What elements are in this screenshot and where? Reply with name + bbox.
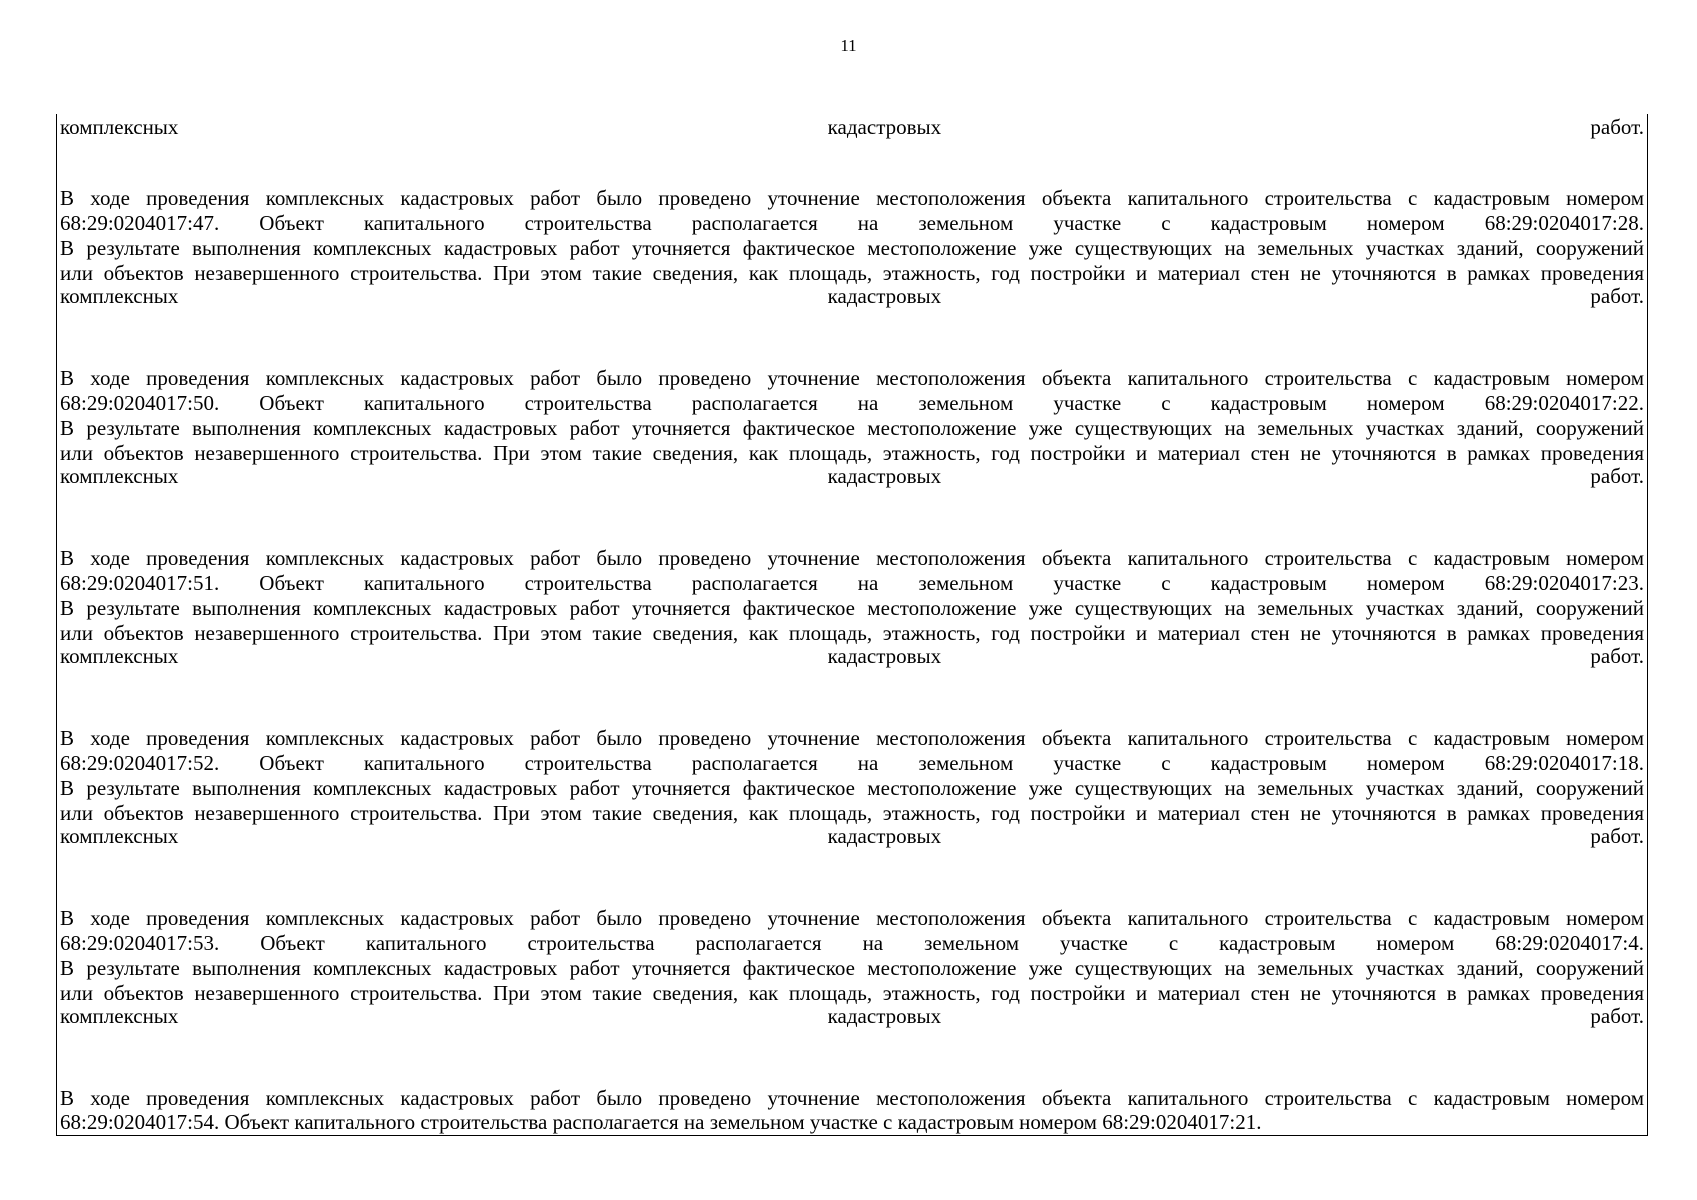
- paragraph-line-numbers: [60, 210, 1644, 236]
- word: земельном: [924, 931, 1020, 955]
- tail-line: [60, 463, 1644, 489]
- word: земельном: [918, 211, 1014, 235]
- paragraph-line-numbers: [60, 930, 1644, 956]
- paragraph-line: или объектов незавершенного строительства. При этом такие сведения, как площадь, этажность, год постройки и материал стен не уточняются в рамках проведения: [60, 621, 1644, 645]
- paragraph-line: В ходе проведения комплексных кадастровых работ было проведено уточнение местоположения объекта капитального строительства с кадастровым номером: [60, 186, 1644, 210]
- word: строительства: [524, 391, 652, 415]
- word: участке: [1059, 931, 1128, 955]
- word: кадастровым: [1210, 391, 1327, 415]
- word: 68:29:0204017:53.: [60, 931, 220, 955]
- paragraph-line: В ходе проведения комплексных кадастровых работ было проведено уточнение местоположения объекта капитального строительства с кадастровым номером: [60, 1086, 1644, 1110]
- word: кадастровым: [1210, 751, 1327, 775]
- paragraph-line: В результате выполнения комплексных кадастровых работ уточняется фактическое местоположение уже существующих на земельных участках зданий, сооружений: [60, 236, 1644, 260]
- word: с: [1161, 391, 1171, 415]
- tail-word: работ.: [1590, 115, 1644, 139]
- word: кадастровым: [1210, 571, 1327, 595]
- paragraph-line: В ходе проведения комплексных кадастровых работ было проведено уточнение местоположения объекта капитального строительства с кадастровым номером: [60, 366, 1644, 390]
- word: капитального: [365, 931, 487, 955]
- word: 68:29:0204017:28.: [1484, 211, 1644, 235]
- page-number: 11: [840, 36, 857, 55]
- tail-line: [60, 823, 1644, 849]
- paragraph-line: В ходе проведения комплексных кадастровых работ было проведено уточнение местоположения объекта капитального строительства с кадастровым номером: [60, 546, 1644, 570]
- word: участке: [1053, 391, 1122, 415]
- word: располагается: [691, 211, 818, 235]
- word: капитального: [363, 751, 485, 775]
- word: участке: [1053, 751, 1122, 775]
- word: 68:29:0204017:52.: [60, 751, 220, 775]
- tail-word: кадастровых: [827, 115, 942, 139]
- tail-word: работ.: [1590, 1004, 1644, 1028]
- tail-word: кадастровых: [827, 824, 942, 848]
- paragraph-line-numbers: [60, 750, 1644, 776]
- tail-word: комплексных: [60, 284, 179, 308]
- word: строительства: [527, 931, 655, 955]
- word: участке: [1053, 211, 1122, 235]
- word: с: [1161, 571, 1171, 595]
- tail-line: [60, 1003, 1644, 1029]
- paragraph-line-numbers: [60, 390, 1644, 416]
- word: на: [857, 211, 879, 235]
- word: 68:29:0204017:4.: [1495, 931, 1644, 955]
- tail-line: [60, 643, 1644, 669]
- word: 68:29:0204017:18.: [1484, 751, 1644, 775]
- word: Объект: [259, 211, 324, 235]
- word: строительства: [524, 571, 652, 595]
- word: капитального: [363, 211, 485, 235]
- word: номером: [1376, 931, 1455, 955]
- word: с: [1161, 751, 1171, 775]
- paragraph-line: В ходе проведения комплексных кадастровых работ было проведено уточнение местоположения объекта капитального строительства с кадастровым номером: [60, 906, 1644, 930]
- word: 68:29:0204017:23.: [1484, 571, 1644, 595]
- paragraph-line: В результате выполнения комплексных кадастровых работ уточняется фактическое местоположение уже существующих на земельных участках зданий, сооружений: [60, 596, 1644, 620]
- word: земельном: [918, 571, 1014, 595]
- tail-word: кадастровых: [827, 644, 942, 668]
- paragraph-line: или объектов незавершенного строительства. При этом такие сведения, как площадь, этажность, год постройки и материал стен не уточняются в рамках проведения: [60, 981, 1644, 1005]
- word: Объект: [259, 391, 324, 415]
- paragraph-line: или объектов незавершенного строительства. При этом такие сведения, как площадь, этажность, год постройки и материал стен не уточняются в рамках проведения: [60, 801, 1644, 825]
- word: 68:29:0204017:50.: [60, 391, 220, 415]
- paragraph-line: В результате выполнения комплексных кадастровых работ уточняется фактическое местоположение уже существующих на земельных участках зданий, сооружений: [60, 956, 1644, 980]
- paragraph-line-numbers: [60, 570, 1644, 596]
- tail-word: работ.: [1590, 824, 1644, 848]
- paragraph-line: В результате выполнения комплексных кадастровых работ уточняется фактическое местоположение уже существующих на земельных участках зданий, сооружений: [60, 776, 1644, 800]
- word: строительства: [524, 211, 652, 235]
- word: кадастровым: [1219, 931, 1336, 955]
- word: кадастровым: [1210, 211, 1327, 235]
- paragraph-line: или объектов незавершенного строительства. При этом такие сведения, как площадь, этажность, год постройки и материал стен не уточняются в рамках проведения: [60, 261, 1644, 285]
- word: строительства: [524, 751, 652, 775]
- word: на: [857, 391, 879, 415]
- first-tail-line: [60, 114, 1644, 140]
- word: с: [1161, 211, 1171, 235]
- tail-word: работ.: [1590, 284, 1644, 308]
- tail-line: [60, 283, 1644, 309]
- tail-word: кадастровых: [827, 464, 942, 488]
- word: на: [862, 931, 884, 955]
- word: Объект: [260, 931, 325, 955]
- tail-word: комплексных: [60, 115, 179, 139]
- word: располагается: [691, 571, 818, 595]
- word: земельном: [918, 751, 1014, 775]
- word: с: [1168, 931, 1179, 955]
- word: номером: [1366, 571, 1445, 595]
- word: земельном: [918, 391, 1014, 415]
- word: на: [857, 751, 879, 775]
- word: располагается: [691, 751, 818, 775]
- word: 68:29:0204017:51.: [60, 571, 220, 595]
- word: Объект: [259, 571, 324, 595]
- word: номером: [1366, 211, 1445, 235]
- word: располагается: [691, 391, 818, 415]
- paragraph-line: 68:29:0204017:54. Объект капитального строительства располагается на земельном участке с кадастровым номером 68:29:0204017:21.: [60, 1110, 1262, 1134]
- tail-word: комплексных: [60, 1004, 179, 1028]
- tail-word: комплексных: [60, 464, 179, 488]
- word: Объект: [259, 751, 324, 775]
- word: 68:29:0204017:22.: [1484, 391, 1644, 415]
- word: 68:29:0204017:47.: [60, 211, 220, 235]
- tail-word: работ.: [1590, 464, 1644, 488]
- document-frame: [56, 114, 1648, 1136]
- word: номером: [1366, 391, 1445, 415]
- word: капитального: [363, 391, 485, 415]
- word: участке: [1053, 571, 1122, 595]
- tail-word: работ.: [1590, 644, 1644, 668]
- word: капитального: [363, 571, 485, 595]
- word: на: [857, 571, 879, 595]
- word: номером: [1366, 751, 1445, 775]
- paragraph-line: или объектов незавершенного строительства. При этом такие сведения, как площадь, этажность, год постройки и материал стен не уточняются в рамках проведения: [60, 441, 1644, 465]
- tail-word: кадастровых: [827, 1004, 942, 1028]
- paragraph-line: В ходе проведения комплексных кадастровых работ было проведено уточнение местоположения объекта капитального строительства с кадастровым номером: [60, 726, 1644, 750]
- tail-word: кадастровых: [827, 284, 942, 308]
- tail-word: комплексных: [60, 824, 179, 848]
- tail-word: комплексных: [60, 644, 179, 668]
- paragraph-line: В результате выполнения комплексных кадастровых работ уточняется фактическое местоположение уже существующих на земельных участках зданий, сооружений: [60, 416, 1644, 440]
- word: располагается: [695, 931, 822, 955]
